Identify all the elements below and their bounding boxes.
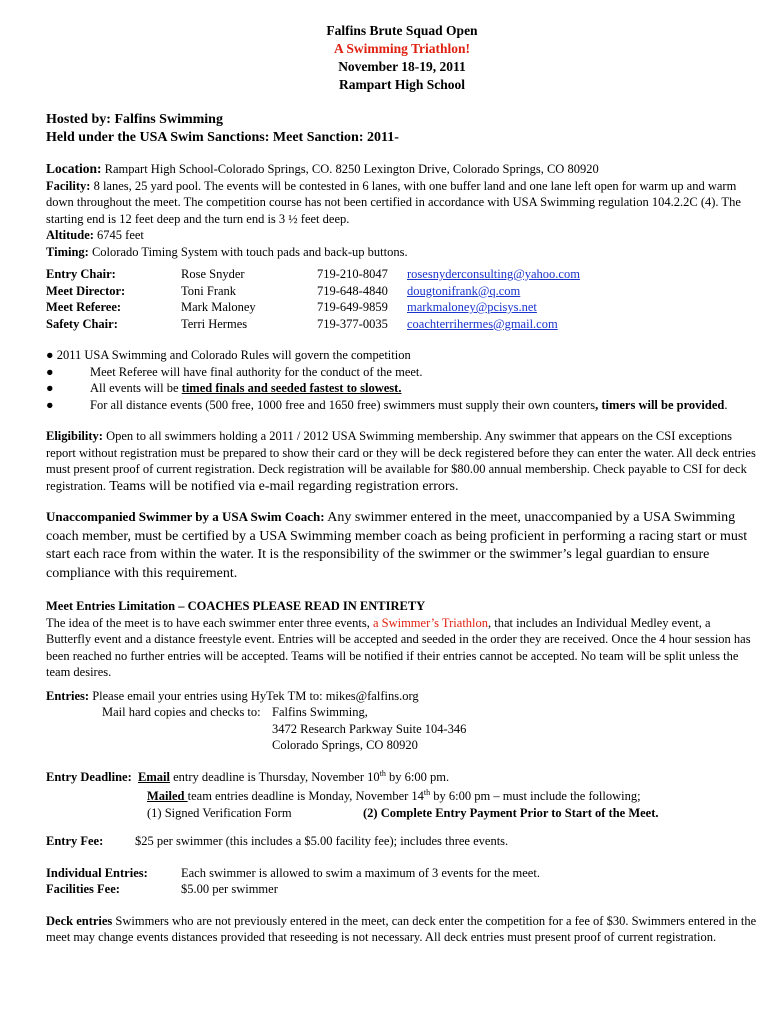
- timing-text: Colorado Timing System with touch pads and back-up buttons.: [88, 244, 408, 259]
- email-deadline-text: entry deadline is Thursday, November 10: [169, 769, 380, 784]
- mail-address: [46, 704, 758, 754]
- official-phone: 719-210-8047: [317, 267, 388, 281]
- limitation-section: [46, 598, 758, 681]
- mail-address-block: [272, 704, 466, 754]
- rule-item: [46, 347, 758, 364]
- unaccompanied-text: Any swimmer entered in the meet, unaccompanied by a USA Swimming coach member, must be certified by a USA Swimming member coach as being proficient in performing a racing start or must start each race from within the water. It is the responsibility of the swimmer or the swimmer’s legal guardian to ensure compliance with this requirement.: [46, 510, 748, 581]
- timing-line: [46, 244, 758, 261]
- altitude-label: Altitude:: [46, 228, 94, 242]
- official-name: Toni Frank: [181, 283, 237, 298]
- bullet-icon: ●: [46, 397, 54, 412]
- official-row: [46, 283, 758, 300]
- official-name: Rose Snyder: [181, 267, 245, 281]
- rules-list: [46, 347, 758, 413]
- official-email-link[interactable]: dougtonifrank@q.com: [407, 283, 521, 298]
- individual-text: Each swimmer is allowed to swim a maximum of 3 events for the meet.: [181, 865, 540, 880]
- official-row: [46, 316, 758, 333]
- ordinal-suffix: th: [423, 788, 431, 798]
- meet-subtitle: A Swimming Triathlon!: [333, 41, 471, 56]
- individual-label: Individual Entries:: [46, 865, 148, 880]
- deadline-label: Entry Deadline:: [46, 769, 132, 784]
- requirement-item: (1) Signed Verification Form: [147, 805, 292, 820]
- rule-text-plain: For all distance events (500 free, 1000 free and 1650 free) swimmers must supply their own counters: [90, 397, 596, 412]
- rule-item: [46, 397, 758, 414]
- mailed-deadline-text: team entries deadline is Monday, November 14: [187, 789, 424, 804]
- unaccompanied-label: Unaccompanied Swimmer by a USA Swim Coach:: [46, 509, 325, 524]
- official-row: [46, 266, 758, 283]
- meet-title: [46, 22, 758, 94]
- meet-date: November 18-19, 2011: [338, 59, 466, 74]
- location-label: Location:: [46, 161, 102, 176]
- official-role: Meet Director:: [46, 283, 126, 298]
- entries-line: [46, 688, 758, 705]
- official-name: Terri Hermes: [181, 316, 248, 331]
- facility-line: [46, 178, 758, 228]
- individual-section: [46, 865, 758, 898]
- altitude-text: 6745 feet: [93, 228, 144, 242]
- deadline-email-line: [46, 766, 758, 786]
- limitation-title: Meet Entries Limitation – COACHES PLEASE READ IN ENTIRETY: [46, 599, 426, 613]
- eligibility-text: Open to all swimmers holding a 2011 / 2012 USA Swimming membership. Any swimmer that appears on the CSI exceptions report without registration must be prepared to show their card or they will be deck registered before they can enter the water. All deck entries must present proof of current registration. Deck registration will be available for $80.00 annual membership. Check payable to CSI for deck registration.: [46, 429, 756, 493]
- entries-section: [46, 688, 758, 754]
- officials-table: [46, 266, 758, 332]
- eligibility-label: Eligibility:: [46, 429, 103, 443]
- facilities-row: [46, 881, 758, 898]
- rule-text-emphasis: timed finals and seeded fastest to slowest.: [181, 381, 402, 395]
- rule-text: Meet Referee will have final authority for the conduct of the meet.: [90, 364, 423, 379]
- eligibility-notice: Teams will be notified via e-mail regarding registration errors.: [109, 478, 459, 494]
- deadline-section: [46, 766, 758, 822]
- meet-announcement: [46, 22, 758, 946]
- entries-text: Please email your entries using HyTek TM to: mikes@falfins.org: [89, 688, 419, 703]
- official-role: Entry Chair:: [46, 267, 116, 281]
- hosted-section: [46, 111, 758, 147]
- fee-label: Entry Fee:: [46, 834, 104, 849]
- rule-text: 2011 USA Swimming and Colorado Rules will govern the competition: [56, 348, 411, 362]
- official-role: Safety Chair:: [46, 316, 118, 331]
- fee-text: $25 per swimmer (this includes a $5.00 facility fee); includes three events.: [135, 834, 509, 849]
- altitude-line: [46, 227, 758, 244]
- fee-section: [46, 833, 758, 850]
- official-role: Meet Referee:: [46, 300, 122, 314]
- limitation-text-post: , that includes an Individual Medley event, a Butterfly event and a distance freestyle event. Entries will be accepted and seeded in the order they are received. Once the 4 hour session has been reached no further entries will be accepted. Teams will be notified if their entries cannot be accepted. No team will be split unless the team desires.: [46, 615, 751, 679]
- unaccompanied-section: [46, 508, 758, 583]
- rule-text-plain: All events will be: [90, 381, 182, 395]
- rule-item: [46, 364, 758, 381]
- facilities-label: Facilities Fee:: [46, 882, 120, 897]
- bullet-icon: ●: [46, 348, 54, 362]
- limitation-highlight: a Swimmer’s Triathlon: [372, 615, 489, 630]
- venue-info: [46, 161, 758, 260]
- entries-label: Entries:: [46, 688, 90, 703]
- meet-name: Falfins Brute Squad Open: [326, 23, 478, 38]
- location-text: Rampart High School-Colorado Springs, CO. 8250 Lexington Drive, Colorado Springs, CO 80920: [101, 162, 599, 176]
- meet-venue: Rampart High School: [338, 77, 465, 92]
- timing-label: Timing:: [46, 244, 89, 259]
- limitation-text: [46, 615, 758, 681]
- deck-section: [46, 913, 758, 946]
- limitation-text-pre: The idea of the meet is to have each swimmer enter three events,: [46, 615, 373, 630]
- deck-label: Deck entries: [46, 913, 113, 928]
- email-deadline-end: by 6:00 pm.: [385, 769, 450, 784]
- official-phone: 719-648-4840: [317, 283, 388, 298]
- facilities-text: $5.00 per swimmer: [181, 882, 278, 897]
- official-email-link[interactable]: rosesnyderconsulting@yahoo.com: [407, 267, 580, 281]
- bullet-icon: ●: [46, 381, 54, 395]
- ordinal-suffix: th: [379, 768, 386, 778]
- deadline-mailed-line: [46, 785, 758, 805]
- rule-text-emphasis: , timers will be provided: [595, 397, 725, 412]
- email-label: Email: [138, 769, 170, 784]
- deadline-requirements: [46, 805, 758, 822]
- official-email-link[interactable]: coachterrihermes@gmail.com: [407, 316, 558, 331]
- official-phone: 719-377-0035: [317, 316, 388, 331]
- location-line: [46, 161, 758, 178]
- individual-row: [46, 865, 758, 882]
- sanction: Held under the USA Swim Sanctions: Meet Sanction: 2011-: [46, 130, 399, 145]
- mail-label: Mail hard copies and checks to:: [102, 705, 261, 719]
- rule-text: [90, 380, 401, 397]
- rule-text-end: .: [724, 397, 728, 412]
- requirement-item: (2) Complete Entry Payment Prior to Start of the Meet.: [363, 805, 659, 820]
- deck-text: Swimmers who are not previously entered in the meet, can deck enter the competition for a fee of $30. Swimmers entered in the meet may change events distances provided that reseeding is not necessary. All deck entries must present proof of current registration.: [46, 913, 757, 945]
- eligibility-section: [46, 428, 758, 496]
- address-line: Falfins Swimming,: [272, 705, 368, 719]
- address-line: 3472 Research Parkway Suite 104-346: [272, 721, 467, 736]
- facility-text: 8 lanes, 25 yard pool. The events will be contested in 6 lanes, with one buffer land and one lane left open for warm up and warm down throughout the meet. The competition course has not been certified in accordance with USA Swimming regulation 104.2.2C (4). The starting end is 12 feet deep and the turn end is 3 ½ feet deep.: [46, 178, 741, 226]
- facility-label: Facility:: [46, 178, 91, 193]
- bullet-icon: ●: [46, 364, 54, 379]
- rule-item: [46, 380, 758, 397]
- official-row: [46, 299, 758, 316]
- mailed-deadline-end: by 6:00 pm – must include the following;: [430, 789, 641, 804]
- mailed-label: Mailed: [147, 789, 188, 804]
- official-name: Mark Maloney: [181, 300, 256, 314]
- official-phone: 719-649-9859: [317, 300, 388, 314]
- official-email-link[interactable]: markmaloney@pcisys.net: [407, 300, 537, 314]
- address-line: Colorado Springs, CO 80920: [272, 738, 418, 752]
- hosted-by: Hosted by: Falfins Swimming: [46, 112, 223, 127]
